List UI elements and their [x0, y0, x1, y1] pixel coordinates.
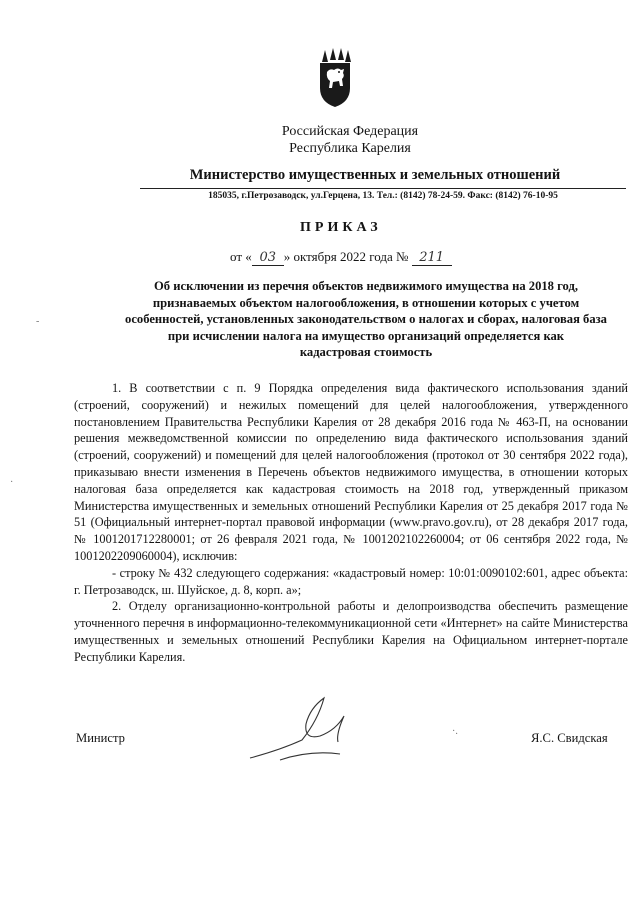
order-date-line: [230, 249, 452, 266]
scan-mark: ·: [10, 477, 14, 488]
order-number-handwritten: 211: [412, 250, 452, 266]
country-name: Российская Федерация: [281, 124, 419, 139]
subject-line: Об исключении из перечня объектов недвижимого имущества на 2018 год,: [154, 279, 578, 293]
ministry-name: Министерство имущественных и земельных отношений: [189, 167, 561, 183]
body-paragraph-2: 2. Отделу организационно-контрольной работы и делопроизводства обеспечить размещение уточненного перечня в информационно-телекоммуникационной сети «Интернет» на сайте Министерства имущественных и земельных отношений Республики Карелия на Официальном интернет-портале Республики Карелия.: [74, 599, 628, 664]
subject-line: признаваемых объектом налогообложения, в отношении которых с учетом: [152, 295, 580, 310]
subject-line: кадастровая стоимость: [299, 345, 433, 360]
signatory-name: Я.С. Свидская: [531, 731, 608, 745]
subject-line: особенностей, установленных законодательством о налогах и сборах, налоговая база: [125, 312, 607, 327]
karelia-coat-of-arms-icon: [318, 48, 352, 108]
date-middle: » октября 2022 года №: [283, 249, 409, 264]
scan-mark: ·.: [452, 726, 458, 737]
handwritten-signature: [240, 690, 370, 770]
signatory-position: Министр: [76, 731, 125, 745]
body-paragraph-1: 1. В соответствии с п. 9 Порядка определения вида фактического использования зданий (строений, сооружений) и нежилых помещений для целей налогообложения, утвержденного постановлением Правительства Республики Карелия от 28 декабря 2016 года № 463-П, на основании решения межведомственной комиссии по определению вида фактического использования зданий (строений, сооружений) и помещений для целей налогообложения (протокол от 30 сентября 2022 года), приказываю внести изменения в Перечень объектов недвижимого имущества, в отношении которых налоговая база определяется как кадастровая стоимость на 2018 год, утвержденный приказом Министерства имущественных и земельных отношений Республики Карелия от 25 декабря 2017 года № 51 (Официальный интернет-портал правовой информации (www.pravo.gov.ru), от 28 декабря 2017 года, № 1001201712280001; от 26 февраля 2021 года, № 1001202102260004; от 06 сентября 2022 года, № 1001202209060004), исключив:: [74, 381, 628, 563]
header-divider: [140, 188, 626, 189]
order-body: [74, 380, 628, 666]
region-name: Республика Карелия: [289, 141, 411, 156]
ministry-address: 185035, г.Петрозаводск, ул.Герцена, 13. Тел.: (8142) 78-24-59. Факс: (8142) 76-10-95: [208, 191, 558, 201]
order-day-handwritten: 03: [252, 250, 284, 266]
body-excluded-item: - строку № 432 следующего содержания: «кадастровый номер: 10:01:0090102:601, адрес объекта: г. Петрозаводск, ш. Шуйское, д. 8, корп. а»;: [74, 565, 628, 597]
scan-mark: -: [36, 316, 40, 327]
subject-line: при исчислении налога на имущество организаций определяется как: [167, 328, 565, 343]
date-prefix: от «: [230, 249, 252, 264]
order-subject: [100, 278, 632, 361]
document-title: ПРИКАЗ: [300, 220, 382, 235]
